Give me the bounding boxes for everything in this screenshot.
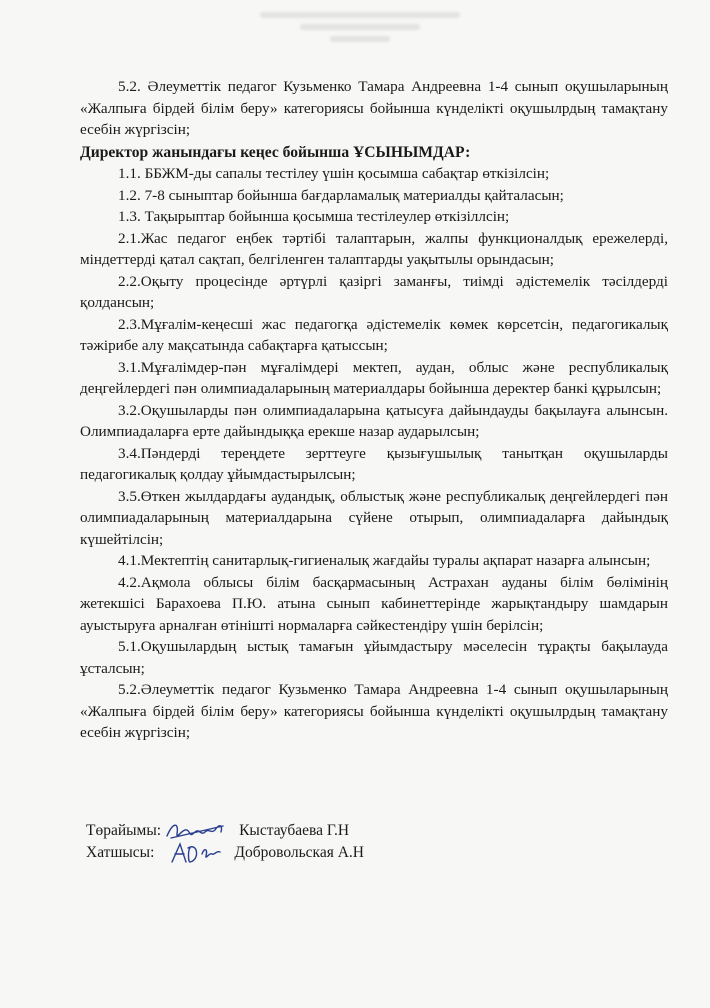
secretary-label: Хатшысы: (86, 844, 155, 861)
paragraph: 4.1.Мектептің санитарлық-гигиеналық жағдайы туралы ақпарат назарға алынсын; (118, 552, 651, 569)
paragraph: 2.2.Оқыту процесінде әртүрлі қазіргі заманғы, тиімді әдістемелік тәсілдерді қолдансын; (80, 272, 668, 311)
signature-block (86, 820, 486, 864)
paragraph: 1.2. 7-8 сыныптар бойынша бағдарламалық материалды қайталасын; (118, 186, 564, 204)
paragraph: 3.1.Мұғалімдер-пән мұғалімдері мектеп, аудан, облыс және республикалық деңгейлердегі пән олимпиадаларының материалдары бойынша деректер банкі құрылсын; (80, 358, 668, 397)
paragraph: 1.1. ББЖМ-ды сапалы тестілеу үшін қосымша сабақтар өткізілсін; (118, 165, 550, 182)
chair-label: Төрайымы: (86, 822, 162, 839)
section-heading: Директор жанындағы кеңес бойынша ҰСЫНЫМДАР: (80, 143, 471, 161)
paragraph: 3.2.Оқушыларды пән олимпиадаларына қатысуға дайындауды бақылауға алынсын. Олимпиадаларға ерте дайындыққа ерекше назар аударылсын; (80, 401, 668, 440)
bleed-through-text (240, 6, 480, 52)
secretary-name: Добровольская А.Н (234, 844, 364, 861)
paragraph: 2.3.Мұғалім-кеңесші жас педагогқа әдістемелік көмек көрсетсін, педагогикалық тәжірибе алу мақсатында сабақтарға қатыссын; (80, 315, 668, 354)
paragraph: 5.1.Оқушылардың ыстық тамағын ұйымдастыру мәселесін тұрақты бақылауда ұсталсын; (80, 638, 668, 677)
document-body (80, 76, 668, 744)
chair-signature-row (86, 820, 486, 842)
paragraph: 3.4.Пәндерді тереңдете зерттеуге қызығушылық танытқан оқушыларды педагогикалық қолдау ұйымдастырылсын; (80, 444, 668, 483)
paragraph: 5.2.Әлеуметтік педагог Кузьменко Тамара Андреевна 1-4 сынып оқушыларының «Жалпыға бірдей білім беру» категориясы бойынша күнделікті оқушылрдың тамақтану есебін жүргізсін; (80, 681, 668, 741)
paragraph: 4.2.Ақмола облысы білім басқармасының Астрахан ауданы білім бөлімінің жетекшісі Барахоева П.Ю. атына сынып кабинеттерінде жарықтандыру шамдарын ауыстыруға арналған өтінішті нормаларға сәйкестендіру үшін берілсін; (80, 573, 668, 634)
paragraph: 2.1.Жас педагог еңбек тәртібі талаптарын, жалпы функционалдық ережелерді, міндеттерді қатал сақтап, белгіленген талаптарды уақытылы орындасын; (80, 229, 668, 268)
paragraph: 1.3. Тақырыптар бойынша қосымша тестілеулер өткізіллсін; (118, 208, 510, 225)
secretary-signature-icon (168, 840, 224, 866)
chair-name: Кыстаубаева Г.Н (239, 822, 350, 839)
paragraph: 3.5.Өткен жылдардағы аудандық, облыстық және республикалық деңгейлердегі пән олимпиадаларының материалдарына сүйене отырып, олимпиадаларға дайындық күшейтілсін; (80, 487, 668, 548)
paragraph: 5.2. Әлеуметтік педагог Кузьменко Тамара Андреевна 1-4 сынып оқушыларының «Жалпыға бірдей білім беру» категориясы бойынша күнделікті оқушылрдың тамақтану есебін жүргізсін; (80, 78, 668, 138)
secretary-signature-row (86, 842, 486, 864)
